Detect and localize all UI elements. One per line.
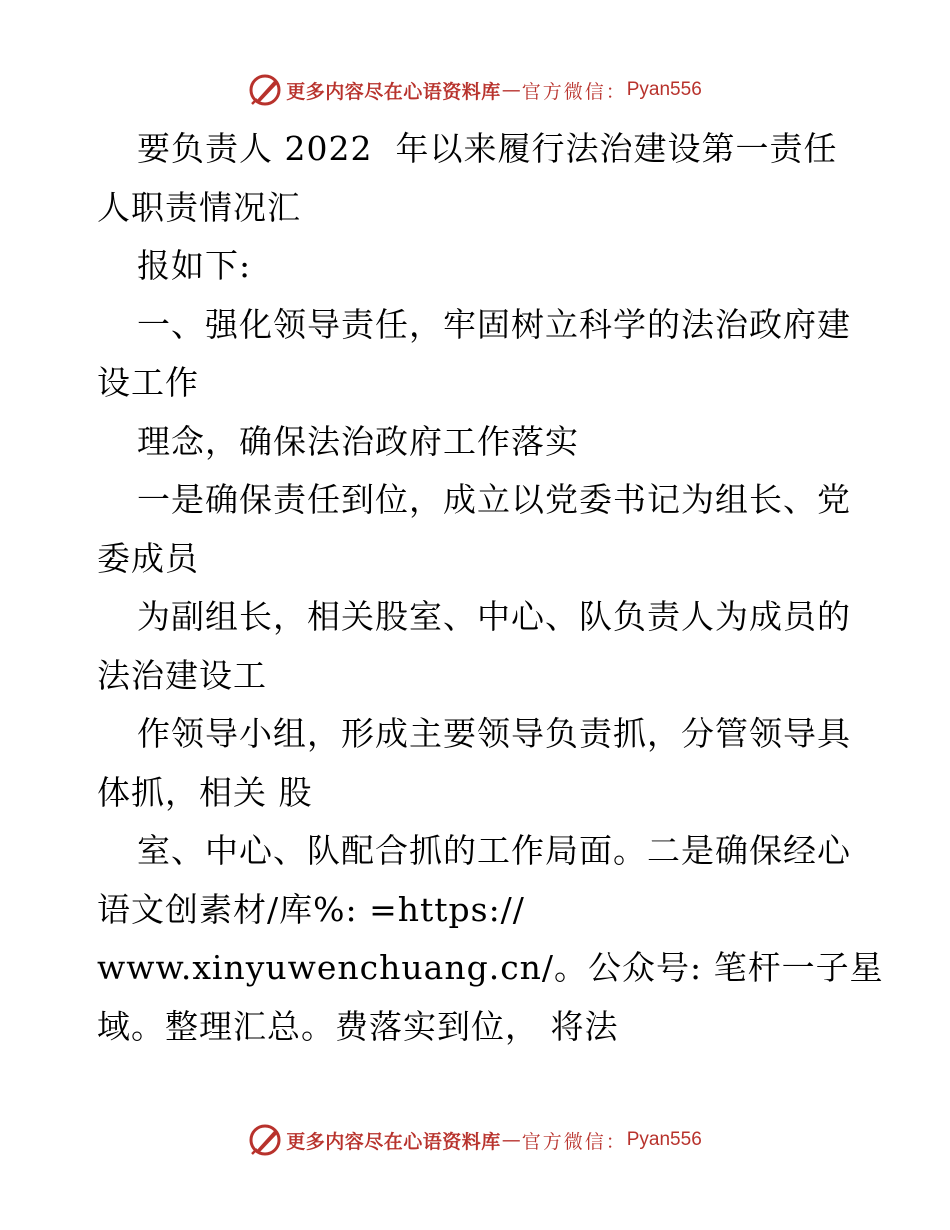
quill-logo-icon xyxy=(248,1123,282,1157)
body-line: 法治建设工 xyxy=(97,655,267,695)
body-line: 语文创素材/库%: =https:// xyxy=(97,889,525,929)
body-line: 报如下: xyxy=(137,246,252,285)
banner-separator: — xyxy=(501,79,521,101)
quill-logo-icon xyxy=(248,73,282,107)
footer-banner xyxy=(0,1120,950,1160)
banner-wechat-label: 官方微信： xyxy=(521,1130,627,1153)
body-line: 体抓，相关 股 xyxy=(97,772,313,812)
body-line: 为副组长，相关股室、中心、队负责人为成员的 xyxy=(137,597,851,636)
body-line: 委成员 xyxy=(97,538,199,578)
body-line: 人职责情况汇 xyxy=(97,187,301,227)
body-line: 理念，确保法治政府工作落实 xyxy=(137,421,579,461)
banner-wechat-label: 官方微信： xyxy=(521,80,627,103)
body-line: 设工作 xyxy=(97,363,199,402)
body-line: 域。整理汇总。费落实到位， 将法 xyxy=(97,1006,619,1046)
banner-wechat-id: Pyan556 xyxy=(626,1129,702,1150)
body-line: 一是确保责任到位，成立以党委书记为组长、党 xyxy=(137,480,851,519)
banner-separator: — xyxy=(501,1129,521,1151)
banner-main-text: 更多内容尽在心语资料库 xyxy=(286,80,501,103)
body-line: www.xinyuwenchuang.cn/。公众号: 笔杆一子星 xyxy=(97,948,884,987)
banner-wechat-id: Pyan556 xyxy=(626,79,702,100)
body-line: 要负责人 2022 年以来履行法治建设第一责任 xyxy=(137,129,838,168)
header-banner xyxy=(0,70,950,110)
body-line: 作领导小组，形成主要领导负责抓，分管领导具 xyxy=(137,714,851,753)
banner-main-text: 更多内容尽在心语资料库 xyxy=(286,1130,501,1153)
document-body xyxy=(97,120,884,1056)
body-line: 一、强化领导责任，牢固树立科学的法治政府建 xyxy=(137,304,851,344)
body-line: 室、中心、队配合抓的工作局面。二是确保经心 xyxy=(137,831,851,870)
